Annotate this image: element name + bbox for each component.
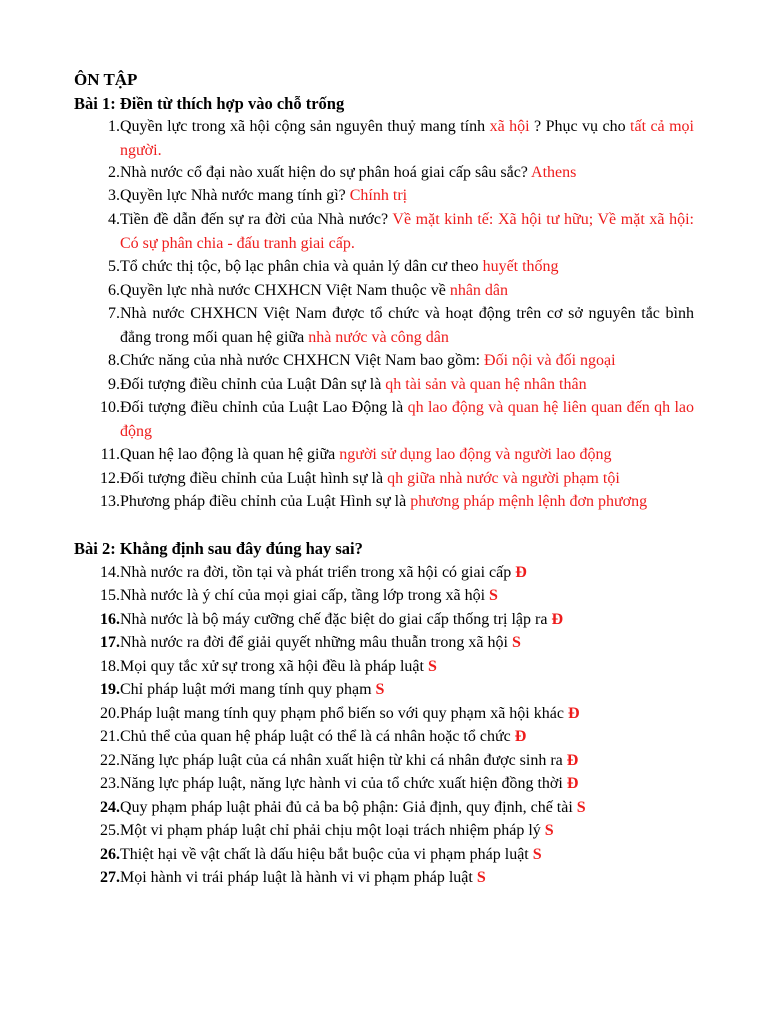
question-text: Tiền đề dẫn đến sự ra đời của Nhà nước? — [120, 211, 393, 228]
question-10 — [94, 396, 694, 443]
true-false-mark: S — [532, 846, 542, 863]
true-false-mark: S — [375, 681, 385, 698]
question-text: Nhà nước cổ đại nào xuất hiện do sự phân hoá giai cấp sâu sắc? — [120, 164, 532, 181]
statement-14 — [94, 561, 694, 585]
statement-number: 24. — [100, 799, 120, 816]
question-number: 2. — [108, 164, 120, 181]
question-text: Quan hệ lao động là quan hệ giữa — [120, 446, 340, 463]
question-12 — [94, 467, 694, 491]
question-number: 13. — [100, 493, 120, 510]
statement-number: 27. — [100, 869, 120, 886]
answer-text: xã hội — [489, 118, 530, 135]
answer-text: qh giữa nhà nước và người phạm tội — [387, 470, 620, 487]
true-false-mark: Đ — [567, 705, 580, 722]
true-false-mark: Đ — [566, 752, 579, 769]
question-13 — [94, 490, 694, 514]
statement-text: Nhà nước ra đời, tồn tại và phát triển trong xã hội có giai cấp — [120, 564, 516, 581]
true-false-mark: S — [544, 822, 554, 839]
question-text-continued: ? Phục vụ cho — [529, 118, 631, 135]
question-text: Quyền lực nhà nước CHXHCN Việt Nam thuộc về — [120, 282, 450, 299]
answer-text: người sử dụng lao động và người lao động — [339, 446, 612, 463]
answer-text: nhân dân — [449, 282, 509, 299]
statement-text: Quy phạm pháp luật phải đủ cả ba bộ phận: Giả định, quy định, chế tài — [120, 799, 577, 816]
answer-text: phương pháp mệnh lệnh đơn phương — [410, 493, 648, 510]
answer-text: qh tài sản và quan hệ nhân thân — [385, 376, 587, 393]
statement-number: 18. — [100, 658, 120, 675]
section-2-heading: Bài 2: Khẳng định sau đây đúng hay sai? — [74, 539, 363, 558]
question-number: 12. — [100, 470, 120, 487]
statement-text: Nhà nước ra đời để giải quyết những mâu thuẫn trong xã hội — [120, 634, 512, 651]
statement-number: 21. — [100, 728, 120, 745]
statement-15 — [94, 584, 694, 608]
statement-text: Chủ thể của quan hệ pháp luật có thể là cá nhân hoặc tổ chức — [120, 728, 515, 745]
statement-23 — [94, 772, 694, 796]
question-2 — [94, 161, 694, 185]
answer-text: nhà nước và công dân — [308, 328, 449, 346]
question-text: Đối tượng điều chỉnh của Luật hình sự là — [120, 470, 388, 487]
question-number: 8. — [108, 352, 120, 369]
question-number: 6. — [108, 282, 120, 299]
question-9 — [94, 373, 694, 397]
answer-text-continued: tất cả mọi người. — [120, 118, 695, 159]
statement-text: Mọi quy tắc xử sự trong xã hội đều là pháp luật — [120, 658, 428, 675]
statement-number: 25. — [100, 822, 120, 839]
statement-20 — [94, 702, 694, 726]
statement-number: 16. — [100, 611, 120, 628]
answer-text: qh lao động và quan hệ liên quan đến qh lao động — [120, 399, 695, 440]
statement-number: 20. — [100, 705, 120, 722]
document-title: ÔN TẬP — [74, 70, 138, 89]
statement-number: 22. — [100, 752, 120, 769]
statement-text: Nhà nước là bộ máy cưỡng chế đặc biệt do giai cấp thống trị lập ra — [120, 611, 552, 628]
question-3 — [94, 184, 694, 208]
question-number: 9. — [108, 376, 120, 393]
question-number: 4. — [108, 211, 120, 228]
question-number: 7. — [108, 305, 120, 322]
statement-number: 23. — [100, 775, 120, 792]
question-4 — [94, 208, 694, 255]
question-1 — [94, 115, 694, 162]
statement-21 — [94, 725, 694, 749]
statement-26 — [94, 843, 694, 867]
statement-17 — [94, 631, 694, 655]
statement-number: 14. — [100, 564, 120, 581]
question-text: Chức năng của nhà nước CHXHCN Việt Nam bao gồm: — [120, 352, 485, 369]
true-false-mark: S — [511, 634, 521, 651]
statement-text: Nhà nước là ý chí của mọi giai cấp, tầng lớp trong xã hội — [120, 587, 490, 604]
question-text: Quyền lực Nhà nước mang tính gì? — [120, 187, 350, 204]
question-text: Đối tượng điều chỉnh của Luật Dân sự là — [120, 376, 386, 393]
true-false-mark: S — [476, 869, 486, 886]
true-false-mark: Đ — [551, 611, 564, 628]
statement-text: Thiệt hại về vật chất là dấu hiệu bắt buộc của vi phạm pháp luật — [120, 846, 533, 863]
question-number: 5. — [108, 258, 120, 275]
statement-text: Một vi phạm pháp luật chỉ phải chịu một loại trách nhiệm pháp lý — [120, 822, 545, 839]
statement-19 — [94, 678, 694, 702]
question-number: 11. — [100, 446, 120, 463]
answer-text: Chính trị — [349, 187, 408, 204]
true-false-mark: S — [576, 799, 586, 816]
question-text: Tổ chức thị tộc, bộ lạc phân chia và quản lý dân cư theo — [120, 258, 483, 275]
statement-number: 19. — [100, 681, 120, 698]
question-number: 1. — [108, 118, 120, 135]
statement-number: 26. — [100, 846, 120, 863]
answer-text: Về mặt kinh tế: Xã hội tư hữu; Về mặt xã hội: Có sự phân chia - đấu tranh giai cấp. — [120, 211, 694, 252]
statement-text: Năng lực pháp luật của cá nhân xuất hiện từ khi cá nhân được sinh ra — [120, 752, 567, 769]
statement-text: Chỉ pháp luật mới mang tính quy phạm — [120, 681, 376, 698]
answer-text: Athens — [531, 164, 577, 181]
statement-text: Năng lực pháp luật, năng lực hành vi của tổ chức xuất hiện đồng thời — [120, 775, 567, 792]
statement-text: Pháp luật mang tính quy phạm phổ biến so với quy phạm xã hội khác — [120, 705, 568, 722]
statement-18 — [94, 655, 694, 679]
statement-24 — [94, 796, 694, 820]
statement-22 — [94, 749, 694, 773]
question-8 — [94, 349, 694, 373]
true-false-mark: S — [489, 587, 498, 604]
statement-number: 15. — [100, 587, 120, 604]
question-number: 3. — [108, 187, 120, 204]
statement-text: Mọi hành vi trái pháp luật là hành vi vi phạm pháp luật — [120, 869, 477, 886]
question-5 — [94, 255, 694, 279]
question-text: Quyền lực trong xã hội cộng sản nguyên thuỷ mang tính — [120, 118, 490, 135]
question-6 — [94, 279, 694, 303]
statement-27 — [94, 866, 694, 890]
statement-16 — [94, 608, 694, 632]
question-text: Đối tượng điều chỉnh của Luật Lao Động là — [120, 399, 408, 416]
question-11 — [94, 443, 694, 467]
question-text: Phương pháp điều chỉnh của Luật Hình sự là — [120, 493, 411, 510]
true-false-mark: Đ — [566, 775, 579, 792]
true-false-mark: S — [427, 658, 437, 675]
true-false-mark: Đ — [515, 564, 527, 581]
answer-text: Đối nội và đối ngoại — [484, 352, 616, 369]
question-7 — [94, 302, 694, 349]
statement-number: 17. — [100, 634, 120, 651]
true-false-mark: Đ — [514, 728, 527, 745]
section-1-heading: Bài 1: Điền từ thích hợp vào chỗ trống — [74, 94, 345, 113]
question-text: Nhà nước CHXHCN Việt Nam được tổ chức và hoạt động trên cơ sở nguyên tắc bình đẳng trong mối quan hệ giữa — [120, 305, 694, 346]
question-number: 10. — [100, 399, 120, 416]
statement-25 — [94, 819, 694, 843]
answer-text: huyết thống — [482, 258, 559, 275]
